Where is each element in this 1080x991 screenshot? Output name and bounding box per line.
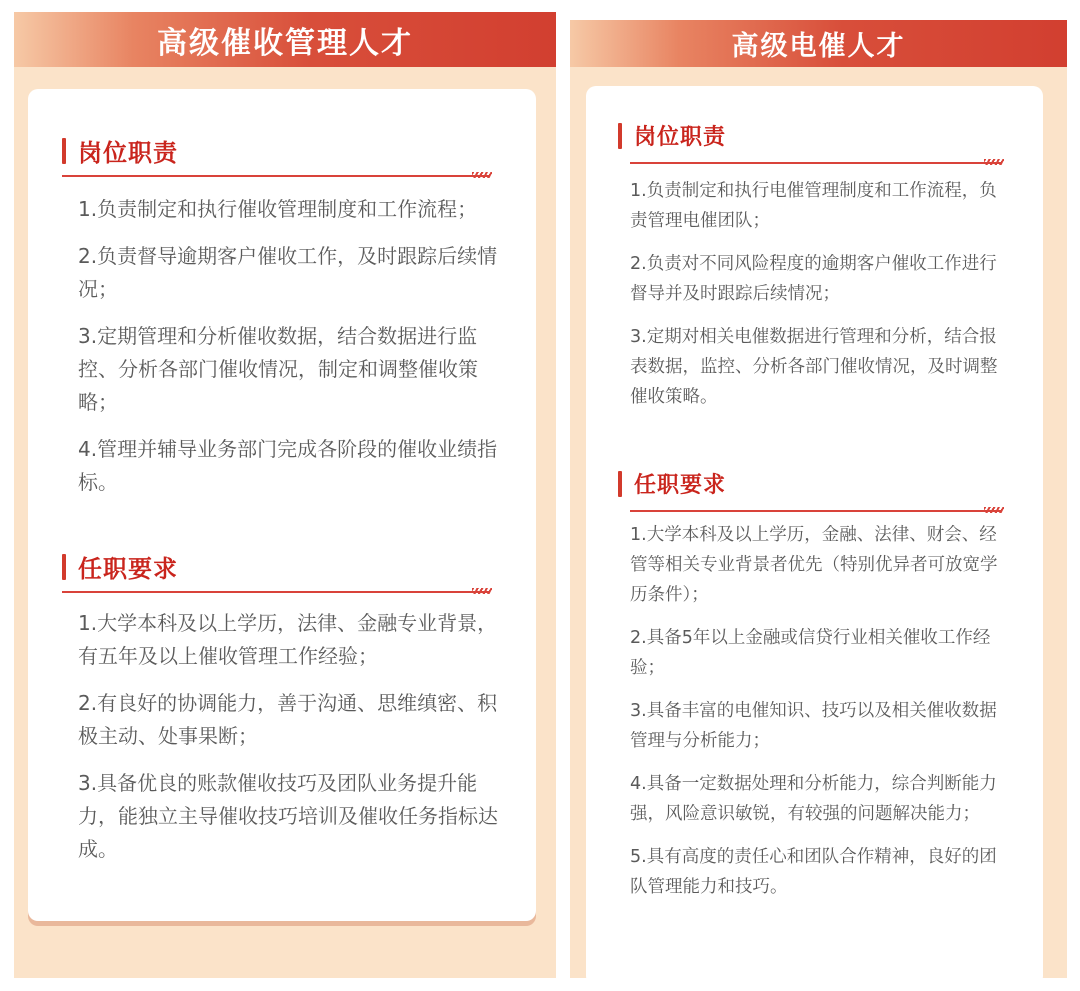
list-item: 2.负责对不同风险程度的逾期客户催收工作进行督导并及时跟踪后续情况；	[630, 254, 997, 304]
section-header-requirements	[62, 549, 178, 584]
section-divider	[62, 591, 490, 593]
duties-list	[630, 176, 1008, 425]
list-item: 2.有良好的协调能力，善于沟通、思维缜密、积极主动、处事果断；	[78, 691, 498, 748]
list-item: 4.管理并辅导业务部门完成各阶段的催收业绩指标。	[78, 437, 498, 494]
section-title: 岗位职责	[78, 139, 178, 167]
list-item: 3.具备丰富的电催知识、技巧以及相关催收数据管理与分析能力；	[630, 701, 997, 751]
job-panel-senior-phone-collector	[570, 20, 1067, 978]
section-title: 任职要求	[78, 555, 178, 583]
list-item: 1.负责制定和执行电催管理制度和工作流程，负责管理电催团队；	[630, 181, 997, 231]
panel-banner	[14, 12, 556, 67]
job-card	[586, 86, 1043, 986]
section-marker	[618, 471, 622, 497]
section-marker	[62, 554, 66, 580]
panel-title: 高级电催人才	[731, 31, 906, 62]
list-item: 1.大学本科及以上学历，法律、金融专业背景，有五年及以上催收管理工作经验；	[78, 611, 498, 668]
section-header-duties	[62, 133, 178, 168]
section-marker	[618, 123, 622, 149]
section-title: 岗位职责	[634, 125, 727, 150]
list-item: 2.具备5年以上金融或信贷行业相关催收工作经验；	[630, 628, 991, 678]
section-marker	[62, 138, 66, 164]
list-item: 2.负责督导逾期客户催收工作，及时跟踪后续情况；	[78, 244, 498, 301]
list-item: 1.大学本科及以上学历，金融、法律、财会、经管等相关专业背景者优先（特别优异者可放宽学历条件）；	[630, 525, 998, 605]
panel-banner	[570, 20, 1067, 67]
section-header-requirements	[618, 468, 726, 499]
list-item: 3.具备优良的账款催收技巧及团队业务提升能力，能独立主导催收技巧培训及催收任务指标达成。	[78, 771, 498, 861]
list-item: 4.具备一定数据处理和分析能力，综合判断能力强，风险意识敏锐，有较强的问题解决能力；	[630, 774, 997, 824]
section-header-duties	[618, 120, 726, 151]
requirements-list	[78, 607, 498, 880]
panel-title: 高级催收管理人才	[157, 25, 413, 61]
list-item: 1.负责制定和执行催收管理制度和工作流程；	[78, 197, 478, 221]
list-item: 5.具有高度的责任心和团队合作精神，良好的团队管理能力和技巧。	[630, 847, 997, 897]
duties-list	[78, 193, 498, 513]
section-title: 任职要求	[634, 473, 727, 498]
section-divider	[630, 510, 1002, 512]
section-divider	[630, 162, 1002, 164]
requirements-list	[630, 520, 1008, 915]
job-card	[28, 89, 536, 921]
section-divider	[62, 175, 490, 177]
list-item: 3.定期管理和分析催收数据，结合数据进行监控、分析各部门催收情况，制定和调整催收策略；	[78, 324, 478, 414]
list-item: 3.定期对相关电催数据进行管理和分析，结合报表数据，监控、分析各部门催收情况，及时调整催收策略。	[630, 327, 998, 407]
job-panel-senior-collection-manager	[14, 12, 556, 978]
